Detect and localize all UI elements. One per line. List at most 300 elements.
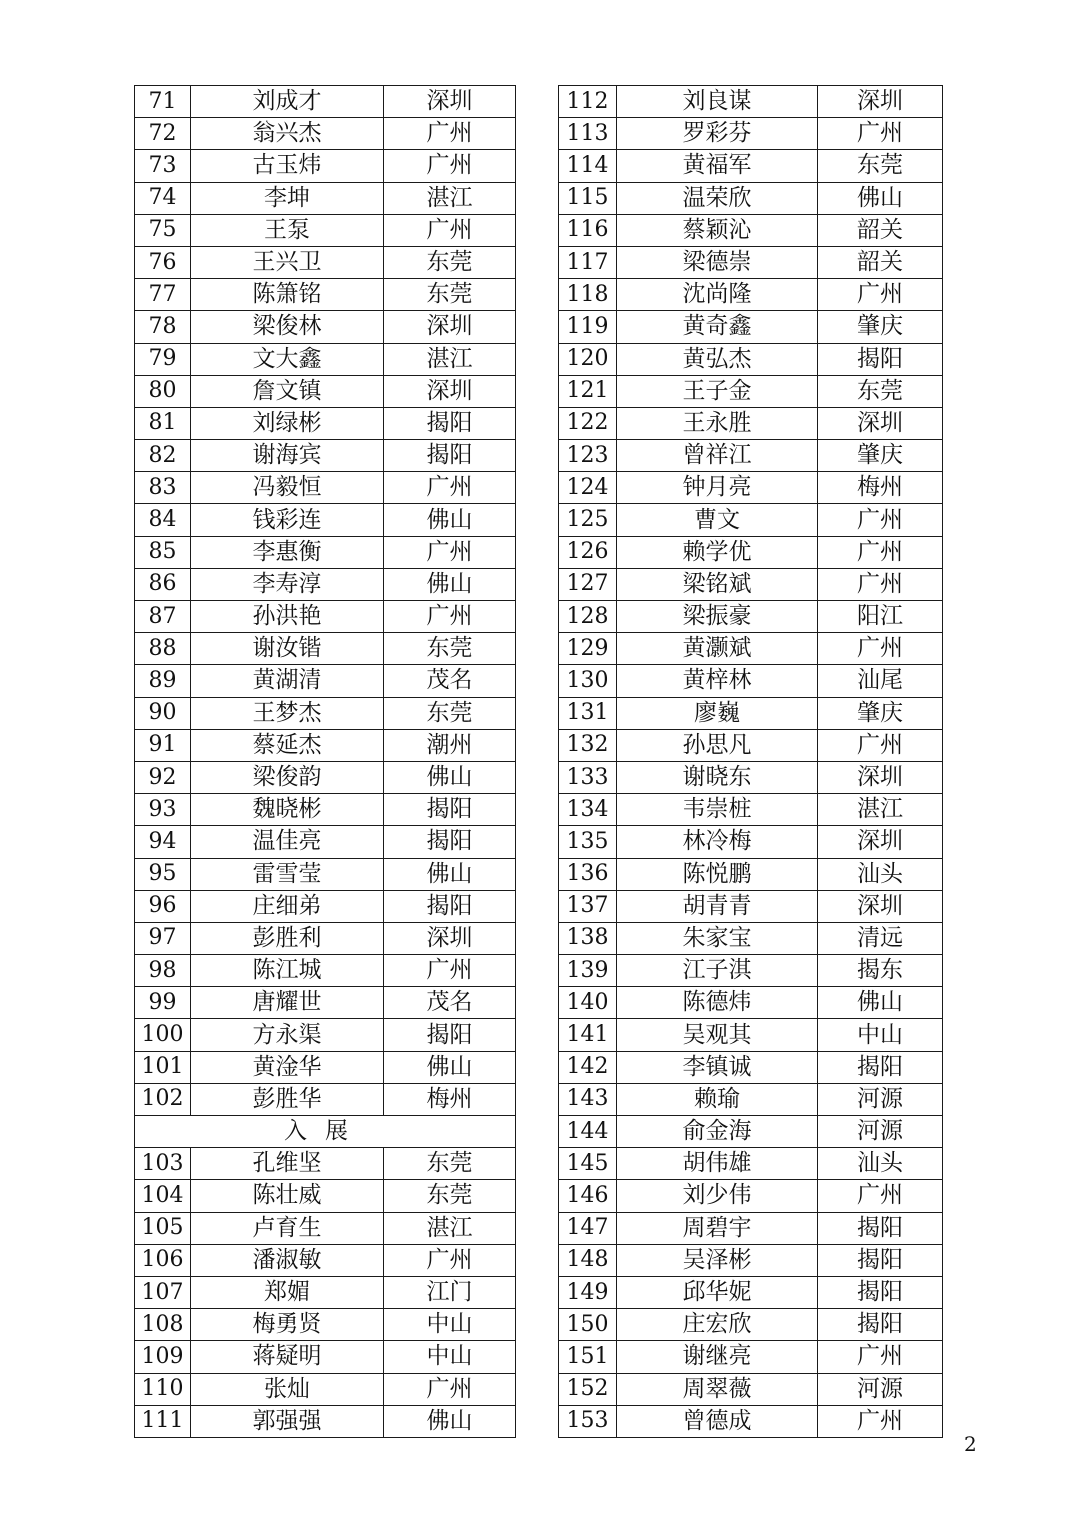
table-row	[559, 987, 943, 1019]
person-name: 钟月亮	[617, 472, 818, 504]
row-number: 93	[135, 794, 191, 826]
row-number: 131	[559, 697, 617, 729]
city-name: 东莞	[818, 375, 943, 407]
person-name: 梁俊韵	[191, 761, 384, 793]
person-name: 王梦杰	[191, 697, 384, 729]
table-row	[559, 568, 943, 600]
table-row	[135, 440, 516, 472]
city-name: 河源	[818, 1373, 943, 1405]
city-name: 湛江	[818, 794, 943, 826]
city-name: 清远	[818, 922, 943, 954]
row-number: 134	[559, 794, 617, 826]
table-row	[135, 182, 516, 214]
city-name: 汕头	[818, 1148, 943, 1180]
city-name: 肇庆	[818, 311, 943, 343]
table-row	[559, 1116, 943, 1148]
person-name: 魏晓彬	[191, 794, 384, 826]
table-row	[135, 311, 516, 343]
row-number: 77	[135, 279, 191, 311]
person-name: 梁俊林	[191, 311, 384, 343]
person-name: 曾祥江	[617, 440, 818, 472]
city-name: 深圳	[384, 86, 516, 118]
row-number: 121	[559, 375, 617, 407]
row-number: 128	[559, 601, 617, 633]
row-number: 153	[559, 1405, 617, 1437]
table-row	[135, 697, 516, 729]
table-row	[135, 1405, 516, 1437]
table-row	[559, 1244, 943, 1276]
city-name: 潮州	[384, 729, 516, 761]
table-row	[559, 182, 943, 214]
table-row	[559, 1083, 943, 1115]
row-number: 109	[135, 1341, 191, 1373]
row-number: 130	[559, 665, 617, 697]
city-name: 肇庆	[818, 697, 943, 729]
row-number: 152	[559, 1373, 617, 1405]
row-number: 112	[559, 86, 617, 118]
person-name: 黄梓林	[617, 665, 818, 697]
row-number: 103	[135, 1148, 191, 1180]
row-number: 98	[135, 955, 191, 987]
row-number: 140	[559, 987, 617, 1019]
row-number: 125	[559, 504, 617, 536]
city-name: 广州	[384, 1244, 516, 1276]
person-name: 刘绿彬	[191, 407, 384, 439]
person-name: 王泵	[191, 214, 384, 246]
person-name: 罗彩芬	[617, 118, 818, 150]
person-name: 吴泽彬	[617, 1244, 818, 1276]
row-number: 146	[559, 1180, 617, 1212]
city-name: 佛山	[384, 1051, 516, 1083]
person-name: 孙思凡	[617, 729, 818, 761]
person-name: 朱家宝	[617, 922, 818, 954]
city-name: 佛山	[384, 504, 516, 536]
city-name: 广州	[818, 279, 943, 311]
row-number: 110	[135, 1373, 191, 1405]
table-row	[135, 279, 516, 311]
person-name: 蒋疑明	[191, 1341, 384, 1373]
person-name: 冯毅恒	[191, 472, 384, 504]
city-name: 中山	[384, 1341, 516, 1373]
city-name: 河源	[818, 1083, 943, 1115]
table-row	[559, 536, 943, 568]
table-row	[135, 1180, 516, 1212]
row-number: 88	[135, 633, 191, 665]
city-name: 深圳	[384, 922, 516, 954]
table-row	[559, 1309, 943, 1341]
person-name: 李寿淳	[191, 568, 384, 600]
table-row	[135, 729, 516, 761]
city-name: 深圳	[818, 761, 943, 793]
city-name: 揭阳	[384, 890, 516, 922]
city-name: 湛江	[384, 343, 516, 375]
city-name: 深圳	[818, 86, 943, 118]
city-name: 广州	[818, 536, 943, 568]
city-name: 揭阳	[818, 1276, 943, 1308]
table-row	[559, 1276, 943, 1308]
row-number: 73	[135, 150, 191, 182]
table-row	[559, 665, 943, 697]
row-number: 91	[135, 729, 191, 761]
person-name: 蔡颖沁	[617, 214, 818, 246]
table-row	[135, 150, 516, 182]
person-name: 梁铭斌	[617, 568, 818, 600]
section-label: 入展	[135, 1116, 516, 1148]
person-name: 陈壮威	[191, 1180, 384, 1212]
row-number: 117	[559, 246, 617, 278]
row-number: 149	[559, 1276, 617, 1308]
city-name: 汕尾	[818, 665, 943, 697]
city-name: 深圳	[818, 890, 943, 922]
person-name: 曹文	[617, 504, 818, 536]
table-row	[559, 214, 943, 246]
table-row	[135, 987, 516, 1019]
city-name: 广州	[384, 1373, 516, 1405]
person-name: 谢汝锴	[191, 633, 384, 665]
table-row	[135, 407, 516, 439]
city-name: 广州	[384, 118, 516, 150]
row-number: 150	[559, 1309, 617, 1341]
person-name: 翁兴杰	[191, 118, 384, 150]
row-number: 122	[559, 407, 617, 439]
row-number: 101	[135, 1051, 191, 1083]
city-name: 揭阳	[384, 407, 516, 439]
person-name: 吴观其	[617, 1019, 818, 1051]
table-row	[559, 407, 943, 439]
table-row	[559, 826, 943, 858]
table-row	[135, 1051, 516, 1083]
table-row	[559, 890, 943, 922]
table-row	[559, 343, 943, 375]
row-number: 102	[135, 1083, 191, 1115]
person-name: 彭胜华	[191, 1083, 384, 1115]
city-name: 揭阳	[384, 1019, 516, 1051]
table-row	[559, 729, 943, 761]
person-name: 王兴卫	[191, 246, 384, 278]
table-row	[135, 955, 516, 987]
row-number: 126	[559, 536, 617, 568]
person-name: 庄宏欣	[617, 1309, 818, 1341]
table-row	[135, 1276, 516, 1308]
person-name: 钱彩连	[191, 504, 384, 536]
city-name: 梅州	[818, 472, 943, 504]
person-name: 俞金海	[617, 1116, 818, 1148]
row-number: 87	[135, 601, 191, 633]
row-number: 86	[135, 568, 191, 600]
row-number: 148	[559, 1244, 617, 1276]
table-row	[559, 922, 943, 954]
table-row	[135, 601, 516, 633]
city-name: 广州	[818, 504, 943, 536]
person-name: 温荣欣	[617, 182, 818, 214]
city-name: 揭阳	[818, 1309, 943, 1341]
table-row	[135, 472, 516, 504]
row-number: 127	[559, 568, 617, 600]
person-name: 陈德炜	[617, 987, 818, 1019]
person-name: 陈悦鹏	[617, 858, 818, 890]
table-row	[559, 504, 943, 536]
person-name: 李坤	[191, 182, 384, 214]
city-name: 韶关	[818, 246, 943, 278]
table-row	[135, 246, 516, 278]
person-name: 胡青青	[617, 890, 818, 922]
row-number: 85	[135, 536, 191, 568]
city-name: 阳江	[818, 601, 943, 633]
row-number: 135	[559, 826, 617, 858]
city-name: 佛山	[384, 858, 516, 890]
row-number: 96	[135, 890, 191, 922]
table-row	[135, 214, 516, 246]
table-row	[135, 343, 516, 375]
table-row	[135, 504, 516, 536]
row-number: 100	[135, 1019, 191, 1051]
row-number: 107	[135, 1276, 191, 1308]
city-name: 河源	[818, 1116, 943, 1148]
row-number: 139	[559, 955, 617, 987]
city-name: 广州	[818, 633, 943, 665]
row-number: 71	[135, 86, 191, 118]
table-row	[559, 86, 943, 118]
person-name: 谢海宾	[191, 440, 384, 472]
person-name: 邱华妮	[617, 1276, 818, 1308]
city-name: 广州	[818, 118, 943, 150]
city-name: 肇庆	[818, 440, 943, 472]
row-number: 123	[559, 440, 617, 472]
city-name: 揭阳	[818, 1212, 943, 1244]
city-name: 湛江	[384, 1212, 516, 1244]
row-number: 80	[135, 375, 191, 407]
row-number: 144	[559, 1116, 617, 1148]
table-row	[559, 1019, 943, 1051]
row-number: 104	[135, 1180, 191, 1212]
person-name: 王永胜	[617, 407, 818, 439]
row-number: 137	[559, 890, 617, 922]
person-name: 曾德成	[617, 1405, 818, 1437]
table-row	[135, 1212, 516, 1244]
row-number: 78	[135, 311, 191, 343]
person-name: 黄奇鑫	[617, 311, 818, 343]
row-number: 82	[135, 440, 191, 472]
city-name: 广州	[384, 536, 516, 568]
table-row	[135, 86, 516, 118]
person-name: 黄湖清	[191, 665, 384, 697]
city-name: 梅州	[384, 1083, 516, 1115]
table-row	[559, 601, 943, 633]
person-name: 梅勇贤	[191, 1309, 384, 1341]
person-name: 梁振豪	[617, 601, 818, 633]
person-name: 黄淦华	[191, 1051, 384, 1083]
row-number: 99	[135, 987, 191, 1019]
person-name: 郑媚	[191, 1276, 384, 1308]
city-name: 汕头	[818, 858, 943, 890]
table-row	[135, 1244, 516, 1276]
right-roster-table	[558, 85, 943, 1438]
row-number: 120	[559, 343, 617, 375]
person-name: 谢继亮	[617, 1341, 818, 1373]
table-row	[135, 665, 516, 697]
city-name: 佛山	[818, 182, 943, 214]
table-row	[559, 440, 943, 472]
city-name: 佛山	[384, 1405, 516, 1437]
table-row	[135, 858, 516, 890]
person-name: 庄细弟	[191, 890, 384, 922]
table-row	[559, 858, 943, 890]
row-number: 75	[135, 214, 191, 246]
row-number: 114	[559, 150, 617, 182]
person-name: 谢晓东	[617, 761, 818, 793]
row-number: 138	[559, 922, 617, 954]
row-number: 141	[559, 1019, 617, 1051]
left-roster-table	[134, 85, 516, 1438]
person-name: 孔维坚	[191, 1148, 384, 1180]
row-number: 83	[135, 472, 191, 504]
row-number: 89	[135, 665, 191, 697]
city-name: 广州	[818, 729, 943, 761]
city-name: 东莞	[384, 279, 516, 311]
city-name: 东莞	[384, 697, 516, 729]
table-row	[135, 761, 516, 793]
table-row	[559, 1180, 943, 1212]
table-row	[135, 633, 516, 665]
person-name: 沈尚隆	[617, 279, 818, 311]
person-name: 孙洪艳	[191, 601, 384, 633]
person-name: 温佳亮	[191, 826, 384, 858]
person-name: 张灿	[191, 1373, 384, 1405]
table-row	[559, 118, 943, 150]
table-row	[559, 1212, 943, 1244]
city-name: 揭东	[818, 955, 943, 987]
city-name: 东莞	[384, 633, 516, 665]
table-row	[559, 955, 943, 987]
table-row	[135, 568, 516, 600]
row-number: 105	[135, 1212, 191, 1244]
person-name: 廖巍	[617, 697, 818, 729]
city-name: 东莞	[384, 1180, 516, 1212]
city-name: 广州	[384, 214, 516, 246]
table-row	[559, 375, 943, 407]
table-row	[559, 246, 943, 278]
person-name: 陈箫铭	[191, 279, 384, 311]
city-name: 东莞	[384, 246, 516, 278]
row-number: 136	[559, 858, 617, 890]
city-name: 广州	[384, 472, 516, 504]
row-number: 76	[135, 246, 191, 278]
person-name: 王子金	[617, 375, 818, 407]
row-number: 84	[135, 504, 191, 536]
city-name: 中山	[384, 1309, 516, 1341]
table-row	[135, 1083, 516, 1115]
table-row	[559, 761, 943, 793]
table-row	[559, 1405, 943, 1437]
table-row	[135, 922, 516, 954]
city-name: 东莞	[818, 150, 943, 182]
table-row	[135, 375, 516, 407]
person-name: 江子淇	[617, 955, 818, 987]
person-name: 文大鑫	[191, 343, 384, 375]
row-number: 124	[559, 472, 617, 504]
table-row	[135, 536, 516, 568]
city-name: 广州	[818, 1180, 943, 1212]
person-name: 周碧宇	[617, 1212, 818, 1244]
table-row	[135, 1309, 516, 1341]
person-name: 卢育生	[191, 1212, 384, 1244]
city-name: 茂名	[384, 665, 516, 697]
city-name: 佛山	[818, 987, 943, 1019]
row-number: 145	[559, 1148, 617, 1180]
table-row	[559, 150, 943, 182]
person-name: 赖学优	[617, 536, 818, 568]
table-row	[559, 1051, 943, 1083]
table-row	[135, 794, 516, 826]
person-name: 刘少伟	[617, 1180, 818, 1212]
city-name: 揭阳	[818, 1244, 943, 1276]
row-number: 81	[135, 407, 191, 439]
section-row	[135, 1116, 516, 1148]
person-name: 蔡延杰	[191, 729, 384, 761]
table-row	[135, 118, 516, 150]
city-name: 佛山	[384, 761, 516, 793]
person-name: 梁德崇	[617, 246, 818, 278]
row-number: 79	[135, 343, 191, 375]
table-row	[135, 1373, 516, 1405]
row-number: 147	[559, 1212, 617, 1244]
person-name: 潘淑敏	[191, 1244, 384, 1276]
table-row	[135, 1341, 516, 1373]
table-row	[559, 279, 943, 311]
person-name: 赖瑜	[617, 1083, 818, 1115]
person-name: 李镇诚	[617, 1051, 818, 1083]
city-name: 广州	[384, 601, 516, 633]
row-number: 142	[559, 1051, 617, 1083]
person-name: 李惠衡	[191, 536, 384, 568]
row-number: 95	[135, 858, 191, 890]
row-number: 92	[135, 761, 191, 793]
table-row	[135, 1148, 516, 1180]
person-name: 郭强强	[191, 1405, 384, 1437]
city-name: 广州	[384, 955, 516, 987]
city-name: 揭阳	[818, 1051, 943, 1083]
person-name: 胡伟雄	[617, 1148, 818, 1180]
table-row	[559, 794, 943, 826]
city-name: 广州	[384, 150, 516, 182]
table-row	[559, 1341, 943, 1373]
city-name: 韶关	[818, 214, 943, 246]
person-name: 刘良谋	[617, 86, 818, 118]
row-number: 94	[135, 826, 191, 858]
person-name: 唐耀世	[191, 987, 384, 1019]
person-name: 陈江城	[191, 955, 384, 987]
city-name: 东莞	[384, 1148, 516, 1180]
city-name: 深圳	[818, 826, 943, 858]
person-name: 古玉炜	[191, 150, 384, 182]
row-number: 108	[135, 1309, 191, 1341]
city-name: 深圳	[384, 311, 516, 343]
person-name: 方永渠	[191, 1019, 384, 1051]
row-number: 113	[559, 118, 617, 150]
person-name: 黄福军	[617, 150, 818, 182]
person-name: 黄灏斌	[617, 633, 818, 665]
row-number: 74	[135, 182, 191, 214]
row-number: 143	[559, 1083, 617, 1115]
city-name: 揭阳	[384, 826, 516, 858]
table-row	[559, 1148, 943, 1180]
city-name: 揭阳	[818, 343, 943, 375]
row-number: 106	[135, 1244, 191, 1276]
city-name: 中山	[818, 1019, 943, 1051]
city-name: 广州	[818, 568, 943, 600]
person-name: 黄弘杰	[617, 343, 818, 375]
table-row	[559, 697, 943, 729]
